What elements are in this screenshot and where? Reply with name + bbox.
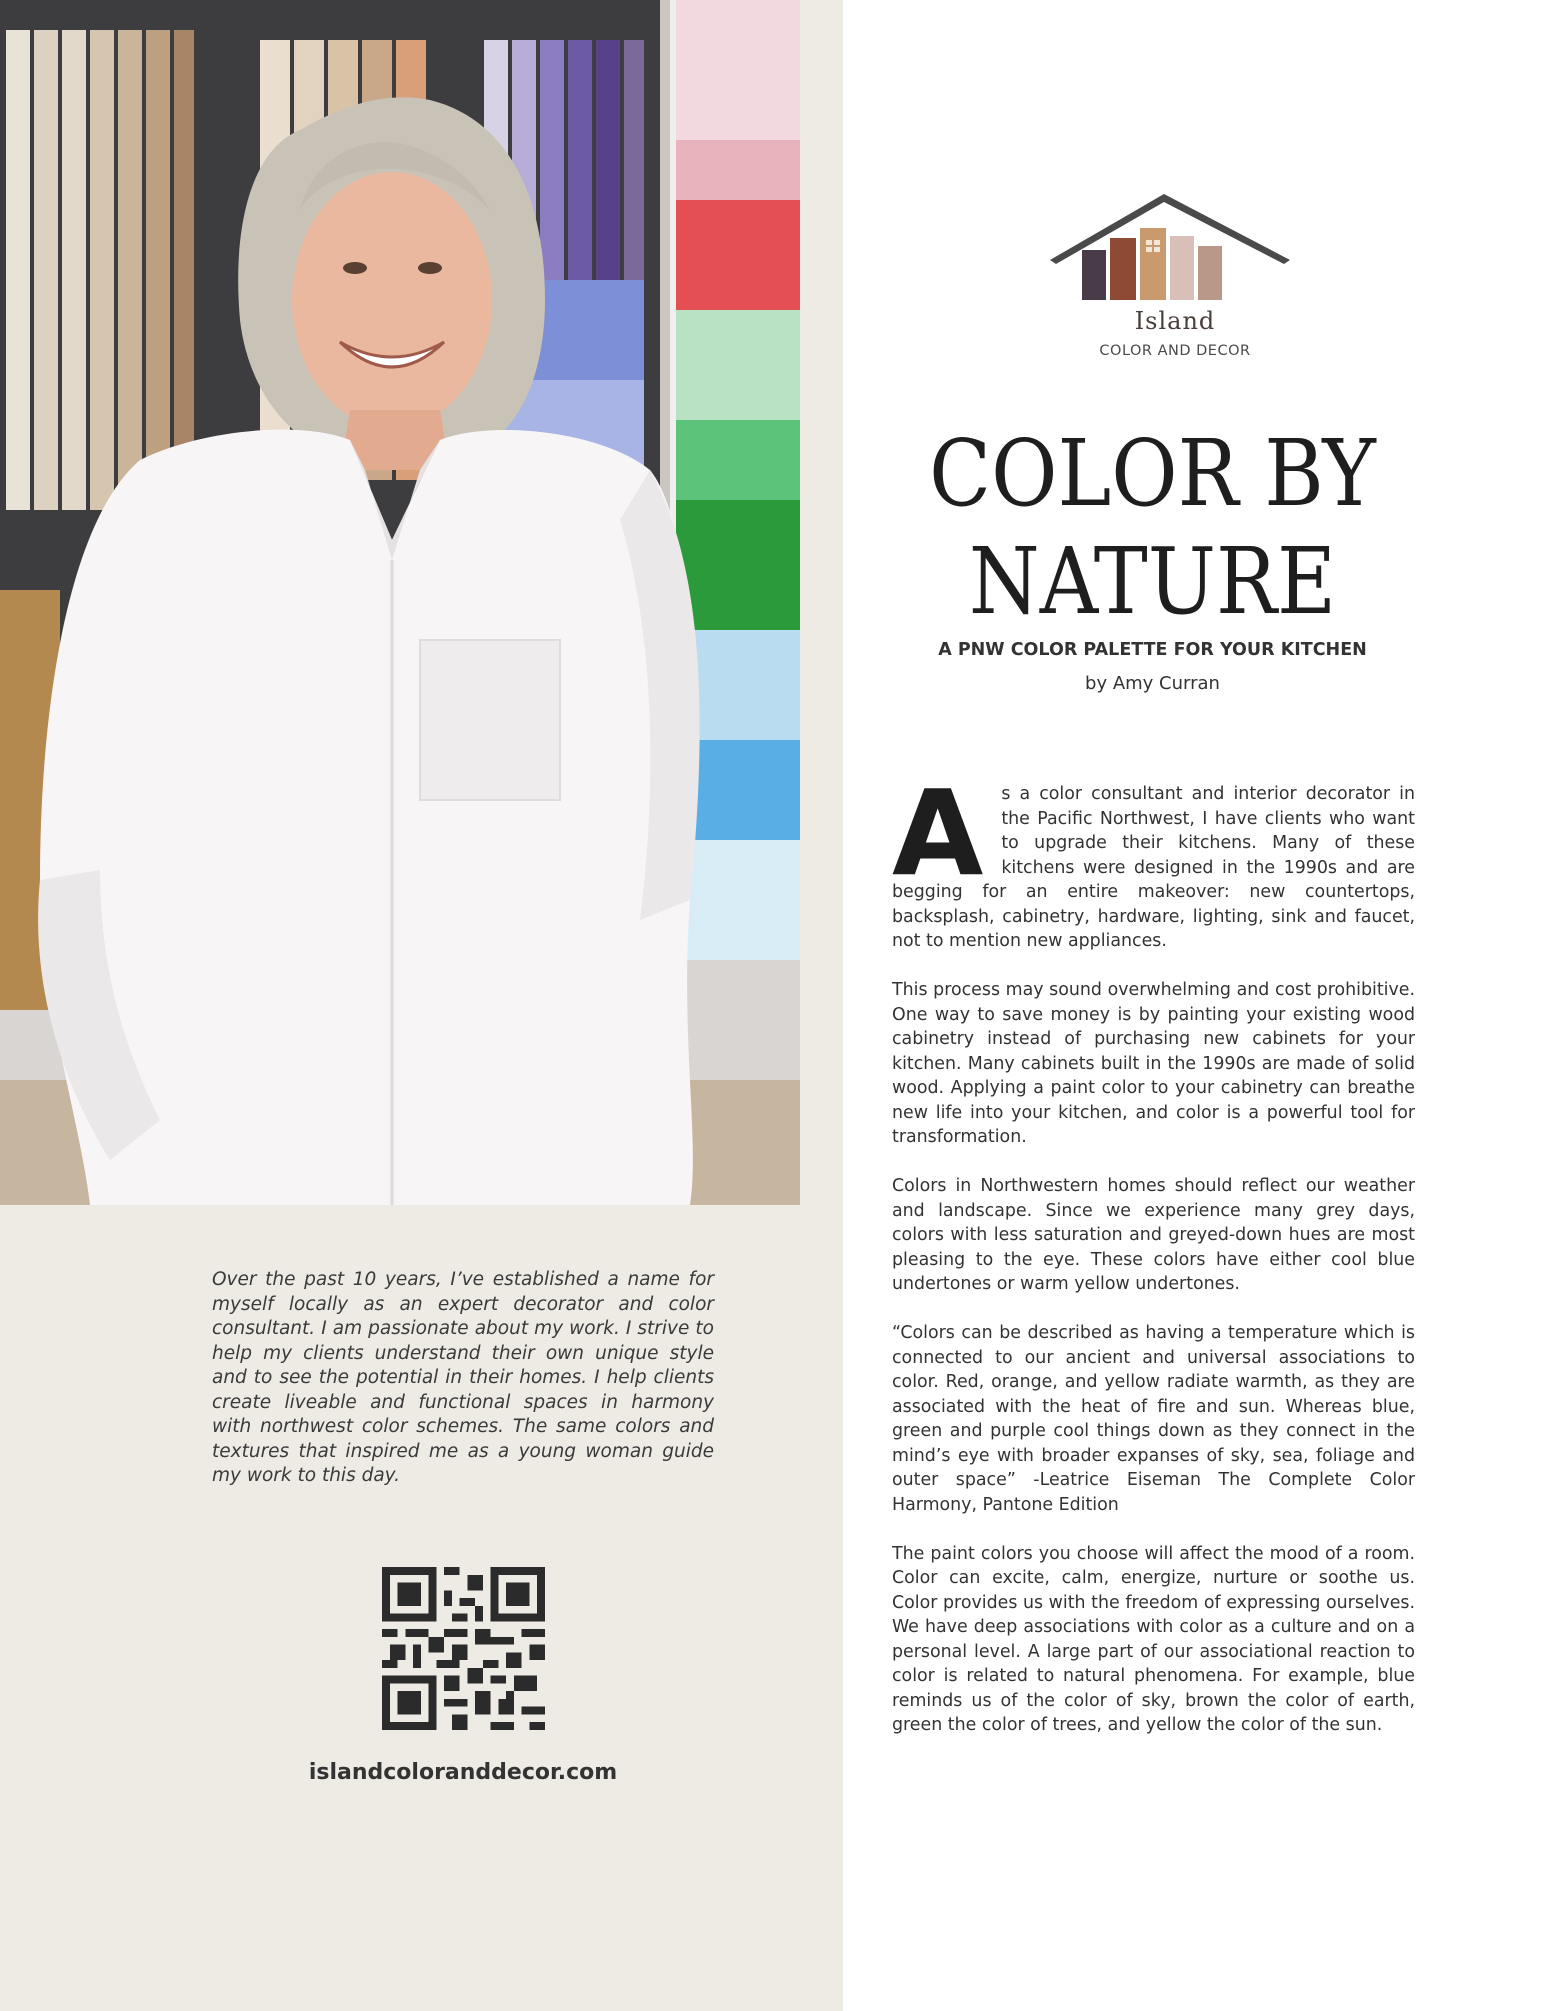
brand-name: Island xyxy=(1134,307,1216,335)
article-paragraph: This process may sound overwhelming and cost prohibitive. One way to save money is by painting your existing wood cabinetry instead of purchasing new cabinets for your kitchen. Many cabinets built in the 1990s are made of solid wood. Applying a paint color to your cabinetry can breathe new life into your kitchen, and color is a powerful tool for transformation. xyxy=(892,980,1415,1147)
paragraph-text: s a color consultant and interior decorator in the Pacific Northwest, I have clients who want to upgrade their kitchens. Many of these kitchens were designed in the 1990s and are begging for an entire makeover: new countertops, backsplash, cabinetry, hardware, lighting, sink and faucet, not to mention new appliances. xyxy=(892,784,1415,951)
article-paragraph: The paint colors you choose will affect the mood of a room. Color can excite, calm, energize, nurture or soothe us. Color provides us with the freedom of expressing ourselves. We have deep associations with color as a culture and on a personal level. A large part of our associational reaction to color is related to natural phenomena. For example, blue reminds us of the color of sky, brown the color of earth, green the color of trees, and yellow the color of the sun. xyxy=(892,1543,1415,1735)
article-subtitle: A PNW COLOR PALETTE FOR YOUR KITCHEN xyxy=(938,640,1367,660)
article-paragraph: Colors in Northwestern homes should reflect our weather and landscape. Since we experience many grey days, colors with less saturation and greyed-down hues are most pleasing to the eye. These colors have either cool blue undertones or warm yellow undertones. xyxy=(892,1176,1415,1294)
author-quote: Over the past 10 years, I’ve established a name for myself locally as an expert decorator and color consultant. I am passionate about my work. I strive to help my clients understand their own unique style and to see the potential in their homes. I help clients create liveable and functional spaces in harmony with northwest color schemes. The same colors and textures that inspired me as a young woman guide my work to this day. xyxy=(212,1269,714,1486)
website-link[interactable]: islandcoloranddecor.com xyxy=(308,1760,618,1785)
article-paragraph: “Colors can be described as having a temperature which is connected to our ancient and universal associations to color. Red, orange, and yellow radiate warmth, as they are associated with the heat of fire and sun. Whereas blue, green and purple cool things down as they connect in the mind’s eye with broader expanses of sky, sea, foliage and outer space” -Leatrice Eiseman The Complete Color Harmony, Pantone Edition xyxy=(892,1323,1415,1515)
article-body xyxy=(892,764,1415,1762)
qr-code-icon[interactable] xyxy=(382,1567,545,1730)
article-byline: by Amy Curran xyxy=(1085,673,1220,694)
article-paragraph xyxy=(892,764,1415,954)
brand-tagline: COLOR AND DECOR xyxy=(1099,343,1251,359)
article-title: COLOR BY NATURE xyxy=(929,420,1376,635)
author-photo xyxy=(0,0,800,1205)
drop-cap: A xyxy=(892,764,984,902)
house-paint-stripes-icon xyxy=(1040,188,1310,368)
